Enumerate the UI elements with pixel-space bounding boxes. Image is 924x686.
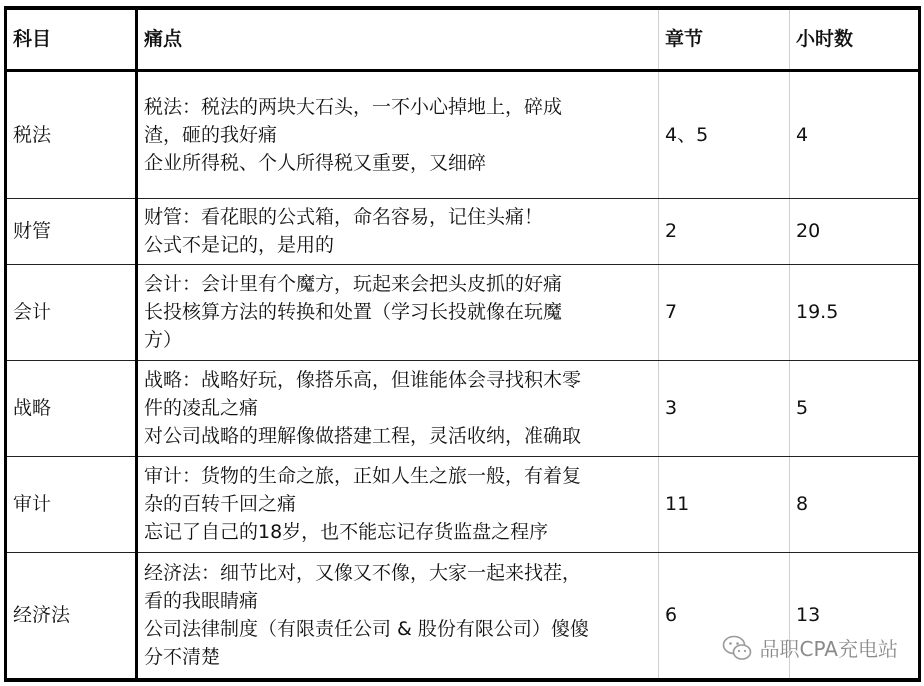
cell-chapters: 2 — [659, 198, 790, 264]
cell-subject: 经济法 — [6, 552, 137, 680]
table-row — [6, 456, 920, 552]
cell-subject: 审计 — [6, 456, 137, 552]
pain-line: 企业所得税、个人所得税又重要，又细碎 — [144, 151, 487, 174]
pain-line: 件的凌乱之痛 — [144, 397, 259, 419]
pain-line: 战略：战略好玩，像搭乐高，但谁能体会寻找积木零 — [144, 369, 582, 391]
cell-chapters: 4、5 — [659, 70, 790, 198]
cell-hours: 8 — [790, 456, 920, 552]
watermark-text: 品职CPA充电站 — [759, 637, 898, 661]
pain-line: 忘记了自己的18岁，也不能忘记存货监盘之程序 — [144, 521, 549, 543]
pain-line: 公司法律制度（有限责任公司 & 股份有限公司）傻傻 — [144, 618, 589, 641]
cell-hours: 20 — [790, 198, 920, 264]
header-hours: 小时数 — [790, 8, 920, 70]
cell-pain — [137, 70, 659, 198]
pain-line: 经济法：细节比对，又像又不像，大家一起来找茬， — [144, 562, 582, 585]
pain-line: 税法：税法的两块大石头，一不小心掉地上，碎成 — [144, 95, 563, 118]
table-row — [6, 360, 920, 456]
cell-hours: 13 — [790, 552, 920, 680]
subject-table — [4, 6, 921, 682]
pain-line: 会计：会计里有个魔方，玩起来会把头皮抓的好痛 — [144, 273, 563, 295]
pain-line: 对公司战略的理解像做搭建工程，灵活收纳，准确取 — [144, 425, 582, 447]
cell-pain — [137, 456, 659, 552]
header-chapters: 章节 — [659, 8, 790, 70]
cell-subject: 财管 — [6, 198, 137, 264]
cell-chapters: 3 — [659, 360, 790, 456]
pain-line: 方） — [144, 329, 183, 351]
pain-line: 分不清楚 — [144, 646, 221, 669]
cell-hours: 5 — [790, 360, 920, 456]
cell-subject: 会计 — [6, 264, 137, 360]
header-subject: 科目 — [6, 8, 137, 70]
table-row — [6, 264, 920, 360]
table-row — [6, 70, 920, 198]
cell-pain — [137, 552, 659, 680]
cell-pain — [137, 264, 659, 360]
watermark — [722, 633, 898, 662]
cell-hours: 4 — [790, 70, 920, 198]
pain-line: 渣，砸的我好痛 — [144, 123, 278, 146]
header-pain: 痛点 — [137, 8, 659, 70]
pain-line: 审计：货物的生命之旅，正如人生之旅一般，有着复 — [144, 465, 582, 487]
pain-line: 杂的百转千回之痛 — [144, 493, 297, 515]
pain-line: 长投核算方法的转换和处置（学习长投就像在玩魔 — [144, 301, 563, 323]
cell-pain — [137, 360, 659, 456]
cell-pain — [137, 198, 659, 264]
pain-line: 公式不是记的，是用的 — [144, 234, 335, 256]
cell-chapters: 7 — [659, 264, 790, 360]
cell-subject: 税法 — [6, 70, 137, 198]
cell-subject: 战略 — [6, 360, 137, 456]
cell-chapters: 11 — [659, 456, 790, 552]
cell-chapters: 6 — [659, 552, 790, 680]
table-header-row — [6, 8, 920, 70]
pain-line: 财管：看花眼的公式箱，命名容易，记住头痛！ — [144, 206, 544, 228]
table-row — [6, 198, 920, 264]
pain-line: 看的我眼睛痛 — [144, 590, 259, 613]
wechat-icon — [722, 635, 752, 661]
cell-hours: 19.5 — [790, 264, 920, 360]
